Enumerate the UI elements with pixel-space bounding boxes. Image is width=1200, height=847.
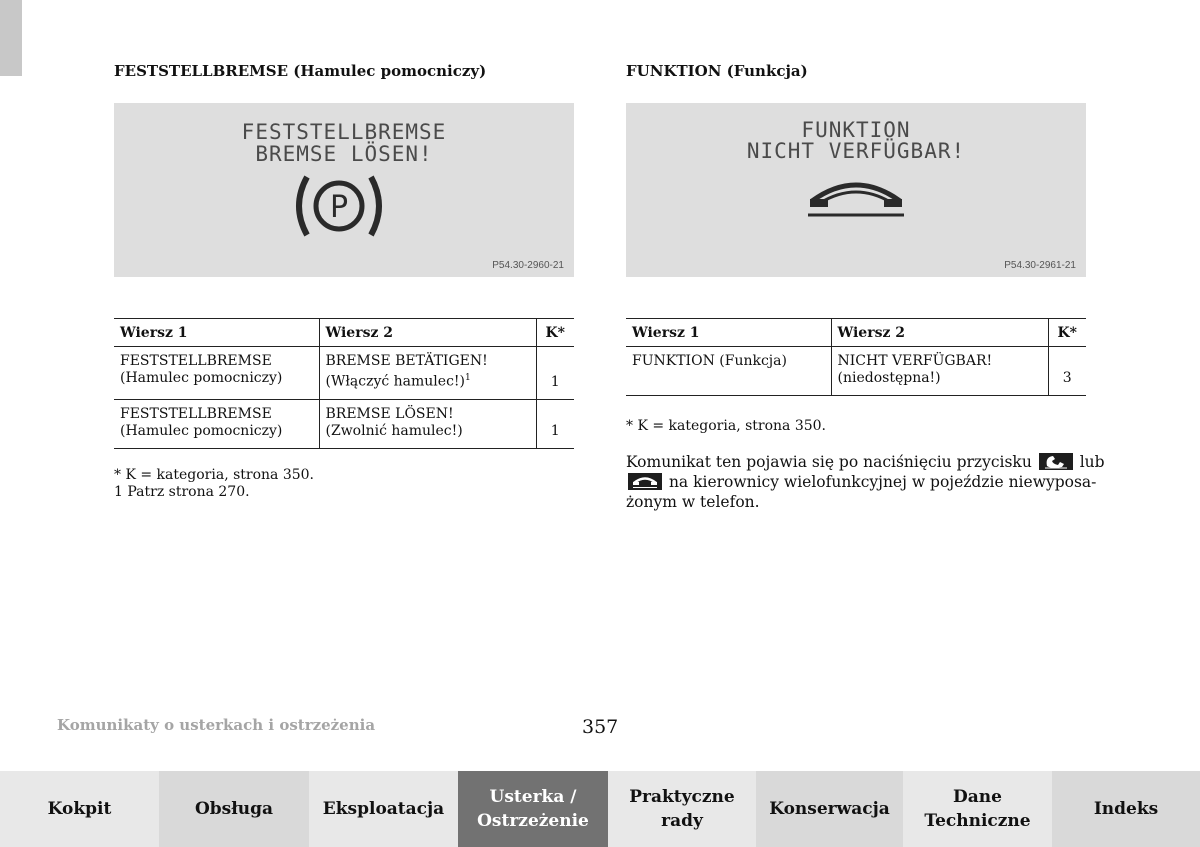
column-header: K* (1048, 319, 1086, 347)
cell-text: NICHT VERFÜGBAR! (837, 353, 993, 369)
cell-text: (niedostępna!) (837, 370, 941, 386)
section-title: FUNKTION (Funkcja) (626, 62, 808, 80)
body-text: na kierownicy wielofunkcyjnej w pojeździe niewyposa- (668, 473, 1097, 491)
instrument-display-image (626, 103, 1086, 277)
nav-tab-konserwacja[interactable] (756, 771, 903, 847)
body-line (626, 452, 1105, 472)
table-header-row (626, 319, 1086, 347)
cell-text: FUNKTION (Funkcja) (632, 353, 787, 369)
body-line (626, 472, 1097, 492)
cell-text: FESTSTELLBREMSE (120, 353, 272, 369)
body-line: żonym w telefon. (626, 493, 760, 511)
nav-tab-label: Obsługa (194, 799, 274, 819)
cell-text: (Hamulec pomocniczy) (120, 422, 283, 439)
nav-tab-eksploatacja[interactable] (309, 771, 458, 847)
nav-tab-label: Usterka / (489, 787, 577, 807)
cell-text: BREMSE BETÄTIGEN! (325, 353, 488, 369)
nav-tab-label: Indeks (1093, 799, 1159, 819)
footnote-category: * K = kategoria, strona 350. (626, 418, 827, 434)
column-header: Wiersz 1 (626, 319, 831, 347)
phone-end-call-icon (806, 175, 906, 219)
table-cell (626, 347, 831, 396)
column-header: K* (536, 319, 574, 347)
chapter-navigation-bar (0, 771, 1200, 847)
cell-text: (Włączyć hamulec!) (325, 373, 466, 390)
display-line-1: FESTSTELLBREMSE (241, 120, 447, 144)
display-line-2: NICHT VERFÜGBAR! (746, 139, 966, 163)
message-table (626, 318, 1086, 396)
nav-tab-label: Dane (953, 787, 1002, 807)
column-header: Wiersz 2 (831, 319, 1048, 347)
category-cell: 1 (536, 347, 574, 400)
table-cell (114, 399, 319, 448)
table-cell (831, 347, 1048, 396)
table-cell (319, 399, 536, 448)
footnote-category: * K = kategoria, strona 350. (114, 467, 315, 483)
cell-text: BREMSE LÖSEN! (325, 405, 454, 422)
table-header-row (114, 319, 574, 347)
phone-pickup-key-icon (1039, 453, 1073, 470)
parking-brake-letter: P (329, 190, 349, 225)
body-text: Komunikat ten pojawia się po naciśnięciu przycisku (626, 453, 1032, 471)
body-paragraph (626, 452, 1105, 512)
cell-text: (Zwolnić hamulec!) (325, 422, 463, 439)
column-header: Wiersz 2 (319, 319, 536, 347)
nav-tab-label: Techniczne (924, 811, 1031, 831)
nav-tab-label: Kokpit (47, 799, 112, 819)
table-cell (319, 347, 536, 400)
footnote-reference-text: 1 Patrz strona 270. (114, 484, 250, 500)
phone-hangup-key-icon (628, 473, 662, 490)
figure-code: P54.30-2960-21 (492, 260, 564, 271)
nav-tab-label: Konserwacja (769, 799, 890, 819)
nav-tab-usterka-ostrzezenie[interactable] (458, 771, 608, 847)
category-cell: 1 (536, 399, 574, 448)
instrument-display-image (114, 103, 574, 277)
parking-brake-icon (289, 171, 389, 241)
figure-code: P54.30-2961-21 (1004, 260, 1076, 271)
nav-tab-indeks[interactable] (1052, 771, 1200, 847)
footer-section-title: Komunikaty o usterkach i ostrzeżenia (57, 716, 376, 734)
body-text: lub (1079, 453, 1105, 471)
table-row (114, 347, 574, 400)
nav-tab-label: Eksploatacja (322, 799, 445, 819)
nav-tab-kokpit[interactable] (0, 771, 159, 847)
page-number: 357 (582, 716, 619, 738)
table-cell (114, 347, 319, 400)
column-header: Wiersz 1 (114, 319, 319, 347)
nav-tab-label: rady (661, 811, 703, 831)
page-corner-marker (0, 0, 22, 76)
display-line-2: BREMSE LÖSEN! (255, 142, 433, 166)
message-table (114, 318, 574, 449)
display-line-1: FUNKTION (801, 118, 911, 142)
nav-tab-dane-techniczne[interactable] (903, 771, 1052, 847)
cell-text: FESTSTELLBREMSE (120, 405, 272, 422)
nav-tab-praktyczne-rady[interactable] (608, 771, 756, 847)
table-row (114, 399, 574, 448)
nav-tab-obsluga[interactable] (159, 771, 309, 847)
nav-tab-label: Praktyczne (629, 787, 735, 807)
cell-text: (Hamulec pomocniczy) (120, 370, 283, 386)
category-cell: 3 (1048, 347, 1086, 396)
footnote-reference: 1 (465, 373, 471, 383)
section-title: FESTSTELLBREMSE (Hamulec pomocniczy) (114, 62, 487, 80)
nav-tab-label: Ostrzeżenie (477, 811, 589, 831)
table-row (626, 347, 1086, 396)
